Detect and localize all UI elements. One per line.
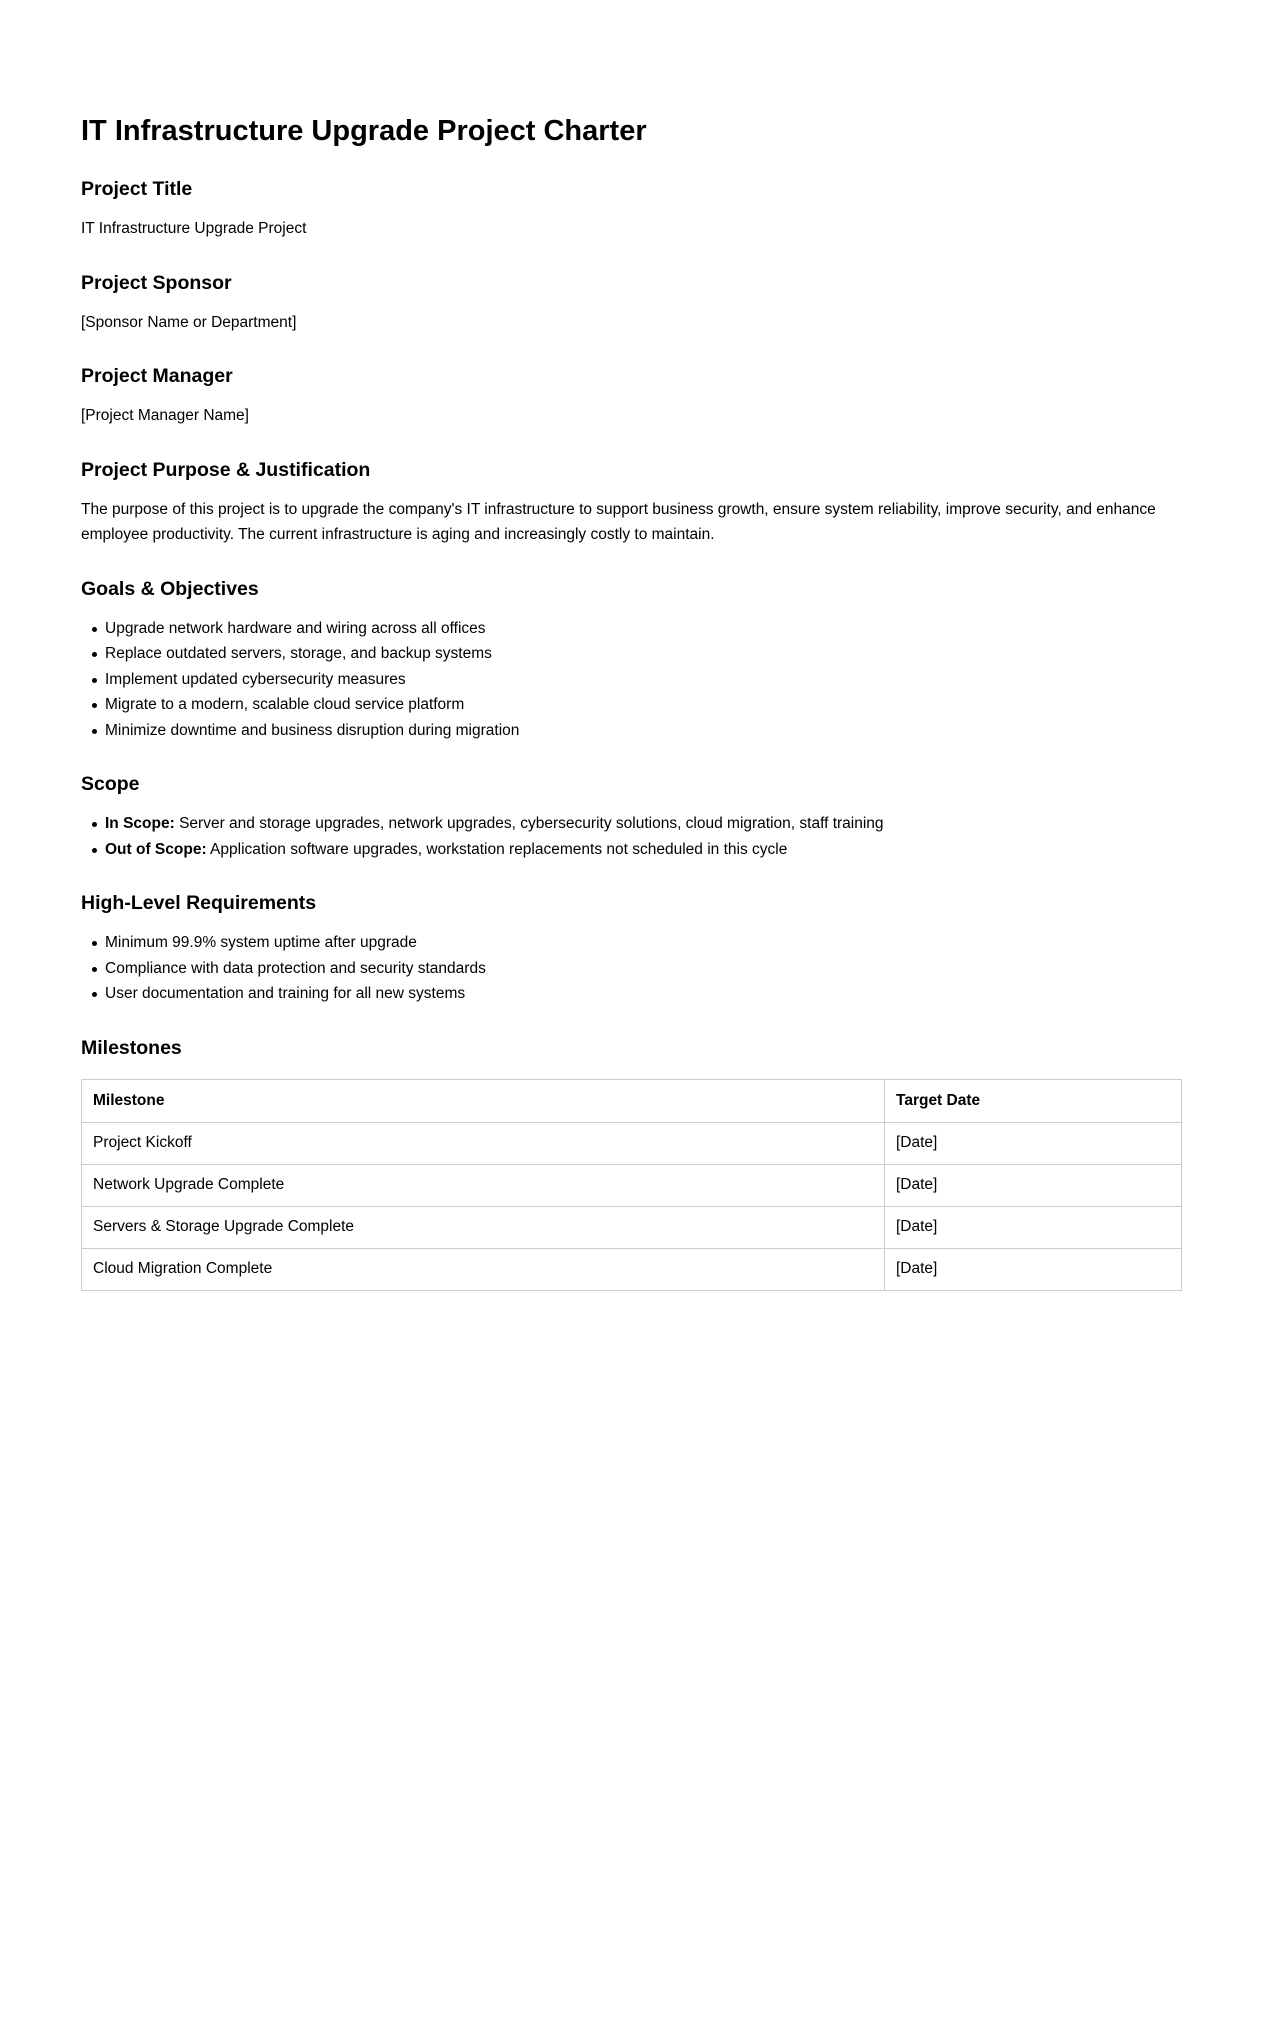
- section-milestones: [81, 1036, 1182, 1291]
- list-item: Migrate to a modern, scalable cloud service platform: [105, 692, 1182, 718]
- section-heading: High-Level Requirements: [81, 892, 317, 914]
- bullet-icon: [92, 678, 97, 683]
- table-row: [82, 1248, 1182, 1290]
- bullet-icon: [92, 822, 97, 827]
- section-scope: [81, 772, 1182, 862]
- table-header-row: [82, 1079, 1182, 1122]
- goals-list: [81, 616, 1182, 744]
- section-project-sponsor: [81, 271, 1182, 336]
- section-goals: [81, 577, 1182, 744]
- section-heading: Project Manager: [81, 365, 233, 387]
- section-heading: Goals & Objectives: [81, 577, 259, 600]
- section-heading: Project Title: [81, 178, 193, 200]
- milestones-table: [81, 1079, 1182, 1291]
- bullet-icon: [92, 848, 97, 853]
- page-title: IT Infrastructure Upgrade Project Charter: [81, 115, 647, 147]
- list-item-out-of-scope: Out of Scope: Application software upgrades, workstation replacements not scheduled in this cycle: [105, 837, 1182, 863]
- section-heading: Scope: [81, 773, 140, 795]
- section-requirements: [81, 891, 1182, 1007]
- bullet-icon: [92, 967, 97, 972]
- milestone-cell: Network Upgrade Complete: [82, 1164, 885, 1206]
- section-purpose: [81, 458, 1182, 548]
- bullet-icon: [92, 627, 97, 632]
- list-item: Implement updated cybersecurity measures: [105, 667, 1182, 693]
- section-text: IT Infrastructure Upgrade Project: [81, 220, 307, 237]
- section-heading: Project Sponsor: [81, 271, 232, 294]
- table-row: [82, 1122, 1182, 1164]
- bullet-icon: [92, 652, 97, 657]
- list-item-in-scope: In Scope: Server and storage upgrades, network upgrades, cybersecurity solutions, cloud migration, staff training: [105, 811, 1182, 837]
- scope-label: Out of Scope:: [105, 840, 207, 858]
- section-text: The purpose of this project is to upgrade the company's IT infrastructure to support business growth, ensure system reliability, improve security, and enhance employee productivity. The current infrastructure is aging and increasingly costly to maintain.: [81, 500, 1156, 543]
- list-item: Upgrade network hardware and wiring across all offices: [105, 616, 1182, 642]
- section-text: [Project Manager Name]: [81, 407, 249, 424]
- bullet-icon: [92, 992, 97, 997]
- column-header-target-date: Target Date: [885, 1079, 1182, 1122]
- table-row: [82, 1206, 1182, 1248]
- document-page: [81, 0, 1182, 1291]
- section-text: [Sponsor Name or Department]: [81, 313, 297, 331]
- milestone-cell: Servers & Storage Upgrade Complete: [82, 1206, 885, 1248]
- section-project-title: [81, 177, 1182, 242]
- target-date-cell: [Date]: [885, 1248, 1182, 1290]
- target-date-cell: [Date]: [885, 1164, 1182, 1206]
- target-date-cell: [Date]: [885, 1122, 1182, 1164]
- target-date-cell: [Date]: [885, 1206, 1182, 1248]
- bullet-icon: [92, 703, 97, 708]
- list-item: Minimum 99.9% system uptime after upgrade: [105, 930, 1182, 956]
- section-heading: Project Purpose & Justification: [81, 458, 371, 481]
- requirements-list: [81, 930, 1182, 1007]
- list-item: User documentation and training for all new systems: [105, 981, 1182, 1007]
- bullet-icon: [92, 941, 97, 946]
- section-project-manager: [81, 364, 1182, 429]
- column-header-milestone: Milestone: [82, 1079, 885, 1122]
- list-item: Minimize downtime and business disruption during migration: [105, 718, 1182, 744]
- table-row: [82, 1164, 1182, 1206]
- scope-label: In Scope:: [105, 815, 175, 832]
- section-heading: Milestones: [81, 1036, 182, 1059]
- scope-list: [81, 811, 1182, 862]
- milestone-cell: Cloud Migration Complete: [82, 1248, 885, 1290]
- list-item: Compliance with data protection and security standards: [105, 956, 1182, 982]
- bullet-icon: [92, 729, 97, 734]
- list-item: Replace outdated servers, storage, and backup systems: [105, 641, 1182, 667]
- milestone-cell: Project Kickoff: [82, 1122, 885, 1164]
